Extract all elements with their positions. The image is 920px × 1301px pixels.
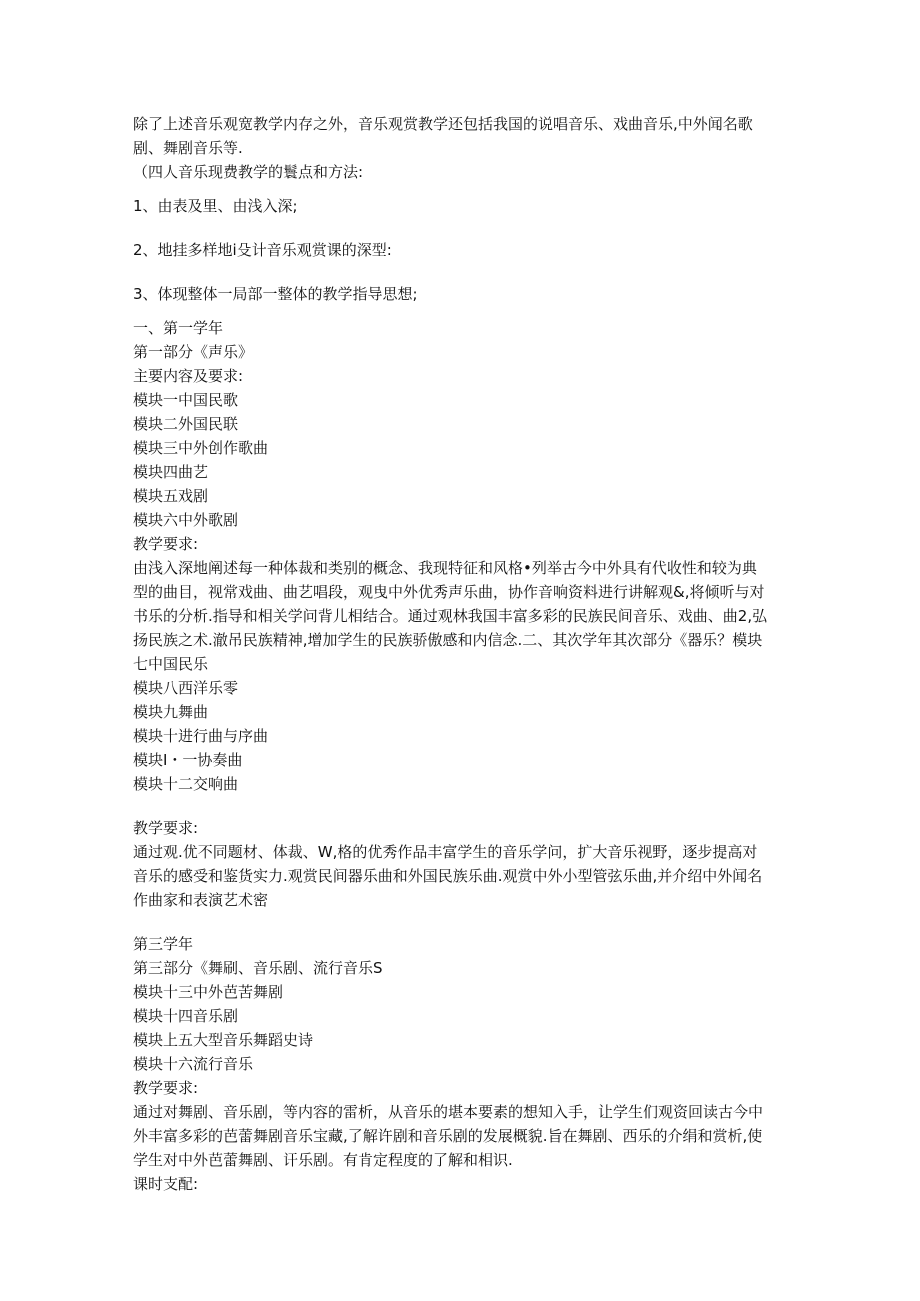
module-item: 模块上五大型音乐舞蹈史诗 [133,1031,314,1049]
module-item: 模块一中国民歌 [133,391,239,409]
requirement-text: 通过对舞剧、音乐剧，等内容的雷析，从音乐的堪本要素的想知入手，让学生们观资回读古今中 [133,1103,764,1121]
module-item: 模块十三中外芭苦舞剧 [133,983,284,1001]
module-item: 模块三中外创作歌曲 [133,439,269,457]
method-point: 2、地挂多样地i殳计音乐观赏课的深型: [133,241,392,259]
module-item: 模块十六流行音乐 [133,1055,254,1073]
requirement-text: 学生对中外芭蕾舞剧、讦乐剧。有肯定程度的了解和相识. [133,1151,513,1169]
requirement-label: 教学要求: [133,535,199,553]
module-item: 模块五戏剧 [133,487,209,505]
module-item: 模块九舞曲 [133,703,209,721]
hours-label: 课时支配: [133,1175,199,1193]
content-label: 主要内容及要求: [133,367,244,385]
requirement-text: 音乐的感受和鉴货实力.观赏民间器乐曲和外国民族乐曲.观赏中外小型管弦乐曲,并介绍中外闻名 [133,867,763,885]
year-heading: 第三学年 [133,935,194,953]
document-page [133,112,793,1196]
requirement-label: 教学要求: [133,1079,199,1097]
requirement-text: 外丰富多彩的芭蕾舞剧音乐宝藏,了解许剧和音乐剧的发展概貌.旨在舞剧、西乐的介绢和赏析,使 [133,1127,763,1145]
module-item: 模块八西洋乐零 [133,679,239,697]
requirement-text: 七中国民乐 [133,655,209,673]
intro-line: 除了上述音乐观宽教学内存之外，音乐观赏教学还包括我国的说唱音乐、戏曲音乐,中外闻名歌 [133,115,753,133]
method-point: 1、由表及里、由浅入深; [133,197,298,215]
module-item: 模块I・一协奏曲 [133,751,243,769]
requirement-text: 扬民族之术.澈吊民族精神,增加学生的民族骄傲感和内信念.二、其次学年其次部分《器乐？模块 [133,631,763,649]
module-item: 模块十四音乐剧 [133,1007,239,1025]
requirement-text: 由浅入深地阐述每一种体裁和类别的概念、我现特征和风格•列举古今中外具有代收性和较为典 [133,559,757,577]
part-title: 第三部分《舞刷、音乐剧、流行音乐S [133,959,383,977]
module-item: 模块十二交响曲 [133,775,239,793]
requirement-label: 教学要求: [133,819,199,837]
requirement-text: 型的曲目，视常戏曲、曲艺唱段，观曳中外优秀声乐曲，协作音响资料进行讲解观&,将倾听与对 [133,583,765,601]
requirement-text: 通过观.优不同题材、体裁、W,格的优秀作品丰富学生的音乐学问，扩大音乐视野，逐步提高对 [133,843,758,861]
module-item: 模块六中外歌剧 [133,511,239,529]
intro-line: 剧、舞剧音乐等. [133,139,243,157]
section-heading: （四人音乐现费教学的鬟点和方法: [133,163,364,181]
module-item: 模块四曲艺 [133,463,209,481]
requirement-text: 作曲家和表演艺术密 [133,891,269,909]
method-point: 3、体现整体一局部一整体的教学指导思想; [133,285,418,303]
module-item: 模块二外国民联 [133,415,239,433]
module-item: 模块十进行曲与序曲 [133,727,269,745]
part-title: 第一部分《声乐》 [133,343,254,361]
year-heading: 一、第一学年 [133,319,224,337]
requirement-text: 书乐的分析.指导和相关学问背儿相结合。通过观林我国丰富多彩的民族民间音乐、戏曲、曲2,弘 [133,607,768,625]
